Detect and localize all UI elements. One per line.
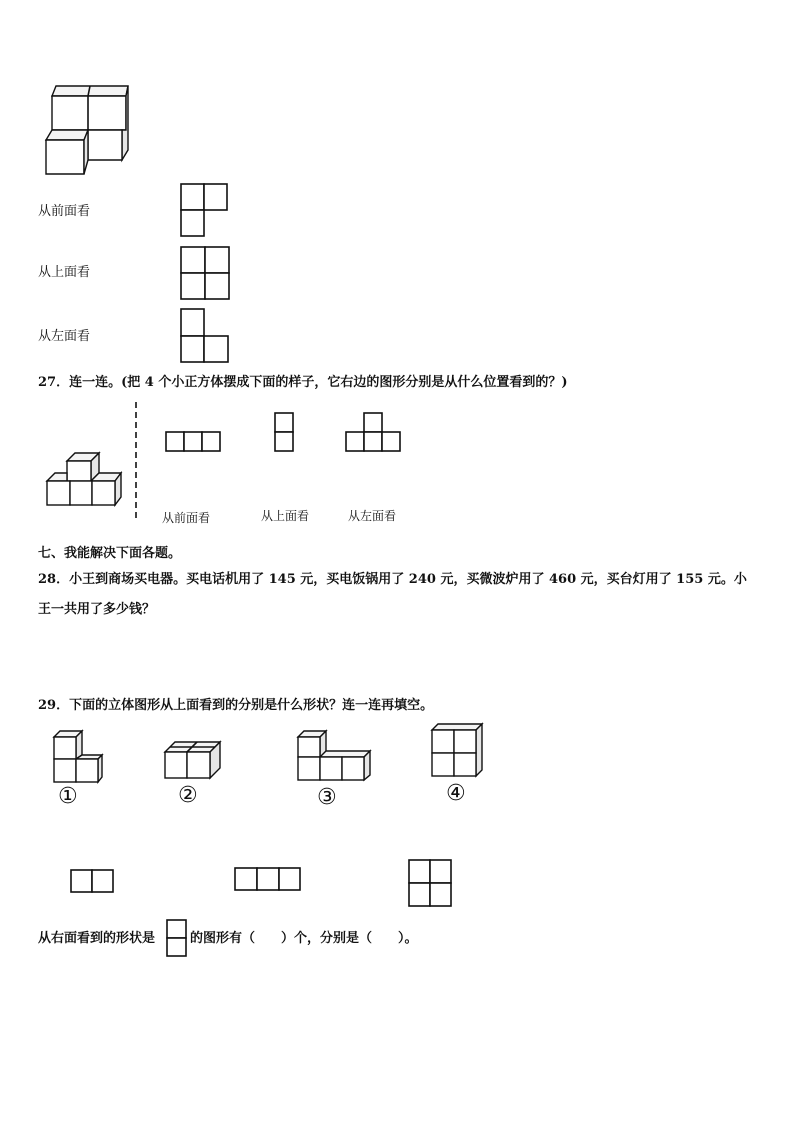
q27-label-top: 从上面看 (261, 509, 310, 523)
q29-number-2: ② (178, 783, 198, 808)
q26-solid-figure (38, 78, 158, 188)
q29-number-3: ③ (317, 785, 337, 810)
q27-solid-figure (45, 447, 135, 517)
q26-view-label-left: 从左面看 (38, 329, 91, 344)
q29-fill-prefix: 从右面看到的形状是 (38, 931, 156, 946)
q26-view-label-front: 从前面看 (38, 204, 91, 219)
q28-text-line-1: 28．小王到商场买电器。买电话机用了 145 元，买电饭锅用了 240 元，买微波炉用了 460 元，买台灯用了 155 元。小 (38, 572, 747, 587)
q27-title: 27．连一连。(把 4 个小正方体摆成下面的样子，它右边的图形分别是从什么位置看到的？) (38, 375, 568, 390)
q26-view-front-shape (180, 183, 240, 243)
q29-figure-3 (294, 727, 374, 787)
q26-view-label-top: 从上面看 (38, 265, 91, 280)
q29-figure-1 (50, 727, 110, 787)
q29-title: 29．下面的立体图形从上面看到的分别是什么形状？连一连再填空。 (38, 698, 434, 713)
q29-shape-three-row (234, 867, 304, 893)
q29-figure-4 (428, 722, 488, 782)
q27-shape-two-column (274, 412, 298, 454)
q27-shape-three-row (165, 431, 225, 455)
q29-shape-two-by-two (408, 859, 458, 909)
q29-inline-shape-two-column (166, 919, 190, 959)
q29-figure-2 (162, 738, 232, 788)
q26-view-left-shape (180, 308, 240, 368)
q28-text-line-2: 王一共用了多少钱？ (38, 602, 156, 617)
q29-number-1: ① (58, 784, 78, 809)
q29-number-4: ④ (446, 781, 466, 806)
q27-label-front: 从前面看 (162, 511, 211, 525)
q29-shape-two-row (70, 869, 120, 895)
section-7-heading: 七、我能解决下面各题。 (38, 546, 182, 561)
q29-fill-suffix: 的图形有（ ）个，分别是（ ）。 (190, 931, 418, 946)
q27-dashed-divider (134, 400, 140, 525)
q27-label-left: 从左面看 (348, 509, 397, 523)
q27-shape-t (345, 412, 405, 454)
q26-view-top-shape (180, 246, 240, 306)
